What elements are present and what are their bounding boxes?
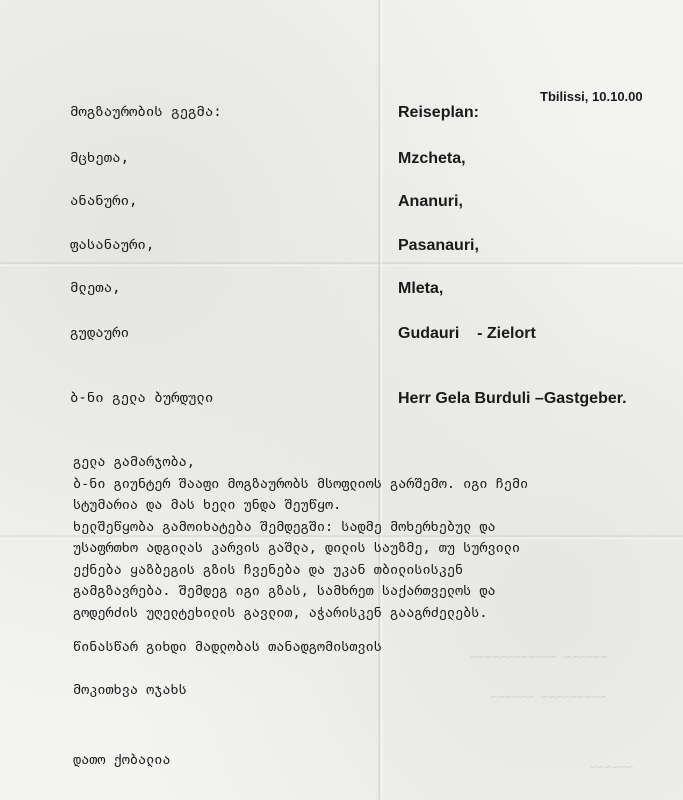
letter-line: სტუმარია და მას ხელი უნდა შეუწყო. [73,497,342,513]
letter-line: გელა გამარჯობა, [73,454,195,470]
show-through-text: ~~~~~~~~~ ~~~~~~ [490,690,606,704]
letter-signature: დათო ქობალია [73,752,171,768]
georgian-item: ფასანაური, [70,237,155,253]
letter-line: უსაფრთხო ადგილას კარვის გაშლა, დილის საუზმე, თუ სურვილი [73,540,521,556]
letter-line: ექნება ყაზბეგის გზის ჩვენება და უკან თბილისისკენ [73,561,464,578]
german-host: Herr Gela Burduli –Gastgeber. [398,390,627,407]
georgian-item: მლეთა, [70,280,121,296]
german-item: Mzcheta, [398,150,466,167]
georgian-item: გუდაური [70,325,130,341]
letter-thanks: წინასწარ გიხდი მადლობას თანადგომისთვის [73,639,382,655]
show-through-text: ~~~~~~ ~~~~~~~~~~~~ [470,650,608,664]
show-through-text: ~~~~~~ [590,760,634,774]
letter-closing: მოკითხვა ოჯახს [73,682,187,698]
letter-line: ბ-ნი გიუნტერ შააფი მოგზაურობს მსოფლიოს გარშემო. იგი ჩემი [73,475,529,492]
letter-line: გამგზავრება. შემდეგ იგი გზას, სამხრეთ საქართველოს და [73,583,496,599]
german-item: Gudauri - Zielort [398,325,536,342]
letter-line: გოდერძის უღელტეხილის გავლით, აჭარისკენ გააგრძელებს. [73,604,488,621]
german-item: Ananuri, [398,193,463,210]
german-item: Mleta, [398,280,444,297]
georgian-host: ბ-ნი გელა ბურდული [70,390,214,406]
letter-body [73,452,673,624]
document-date: Tbilissi, 10.10.00 [540,89,643,104]
german-item: Pasanauri, [398,237,479,254]
german-heading: Reiseplan: [398,104,479,121]
georgian-item: ანანური, [70,193,138,209]
georgian-item: მცხეთა, [70,150,130,166]
georgian-heading: მოგზაურობის გეგმა: [70,104,222,120]
letter-line: ხელშეწყობა გამოიხატება შემდეგში: სადმე მოხერხებულ და [73,518,496,535]
